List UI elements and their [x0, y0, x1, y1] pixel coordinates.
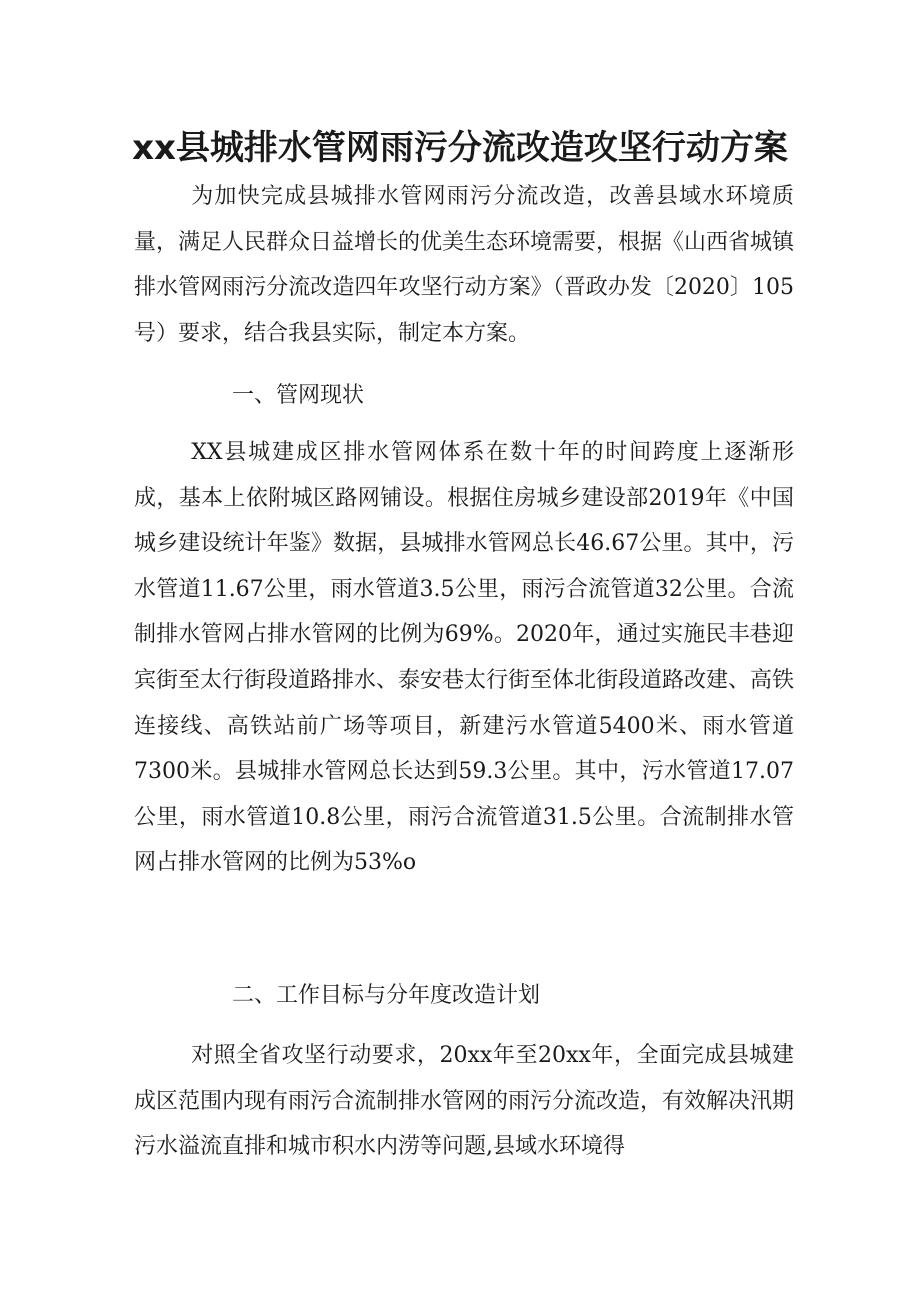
status-paragraph: XX县城建成区排水管网体系在数十年的时间跨度上逐渐形成，基本上依附城区路网铺设。根据住房城乡建设部2019年《中国城乡建设统计年鉴》数据，县城排水管网总长46.67公里。其中，污水管道11.67公里，雨水管道3.5公里，雨污合流管道32公里。合流制排水管网占排水管网的比例为69%。2020年，通过实施民丰巷迎宾街至太行街段道路排水、泰安巷太行街至体北街段道路改建、高铁连接线、高铁站前广场等项目，新建污水管道5400米、雨水管道7300米。县城排水管网总长达到59.3公里。其中，污水管道17.07公里，雨水管道10.8公里，雨污合流管道31.5公里。合流制排水管网占排水管网的比例为53%o	[134, 440, 795, 876]
section-heading-status: 一、管网现状	[232, 383, 365, 408]
document-title: xx县城排水管网雨污分流改造攻坚行动方案	[132, 128, 788, 168]
section-heading-goals: 二、工作目标与分年度改造计划	[232, 983, 541, 1008]
intro-paragraph: 为加快完成县城排水管网雨污分流改造，改善县域水环境质量，满足人民群众日益增长的优美生态环境需要，根据《山西省城镇排水管网雨污分流改造四年攻坚行动方案》（晋政办发〔2020〕105号）要求，结合我县实际，制定本方案。	[134, 184, 795, 346]
goals-paragraph: 对照全省攻坚行动要求，20xx年至20xx年，全面完成县城建成区范围内现有雨污合流制排水管网的雨污分流改造，有效解决汛期污水溢流直排和城市积水内涝等问题,县域水环境得	[134, 1043, 795, 1160]
